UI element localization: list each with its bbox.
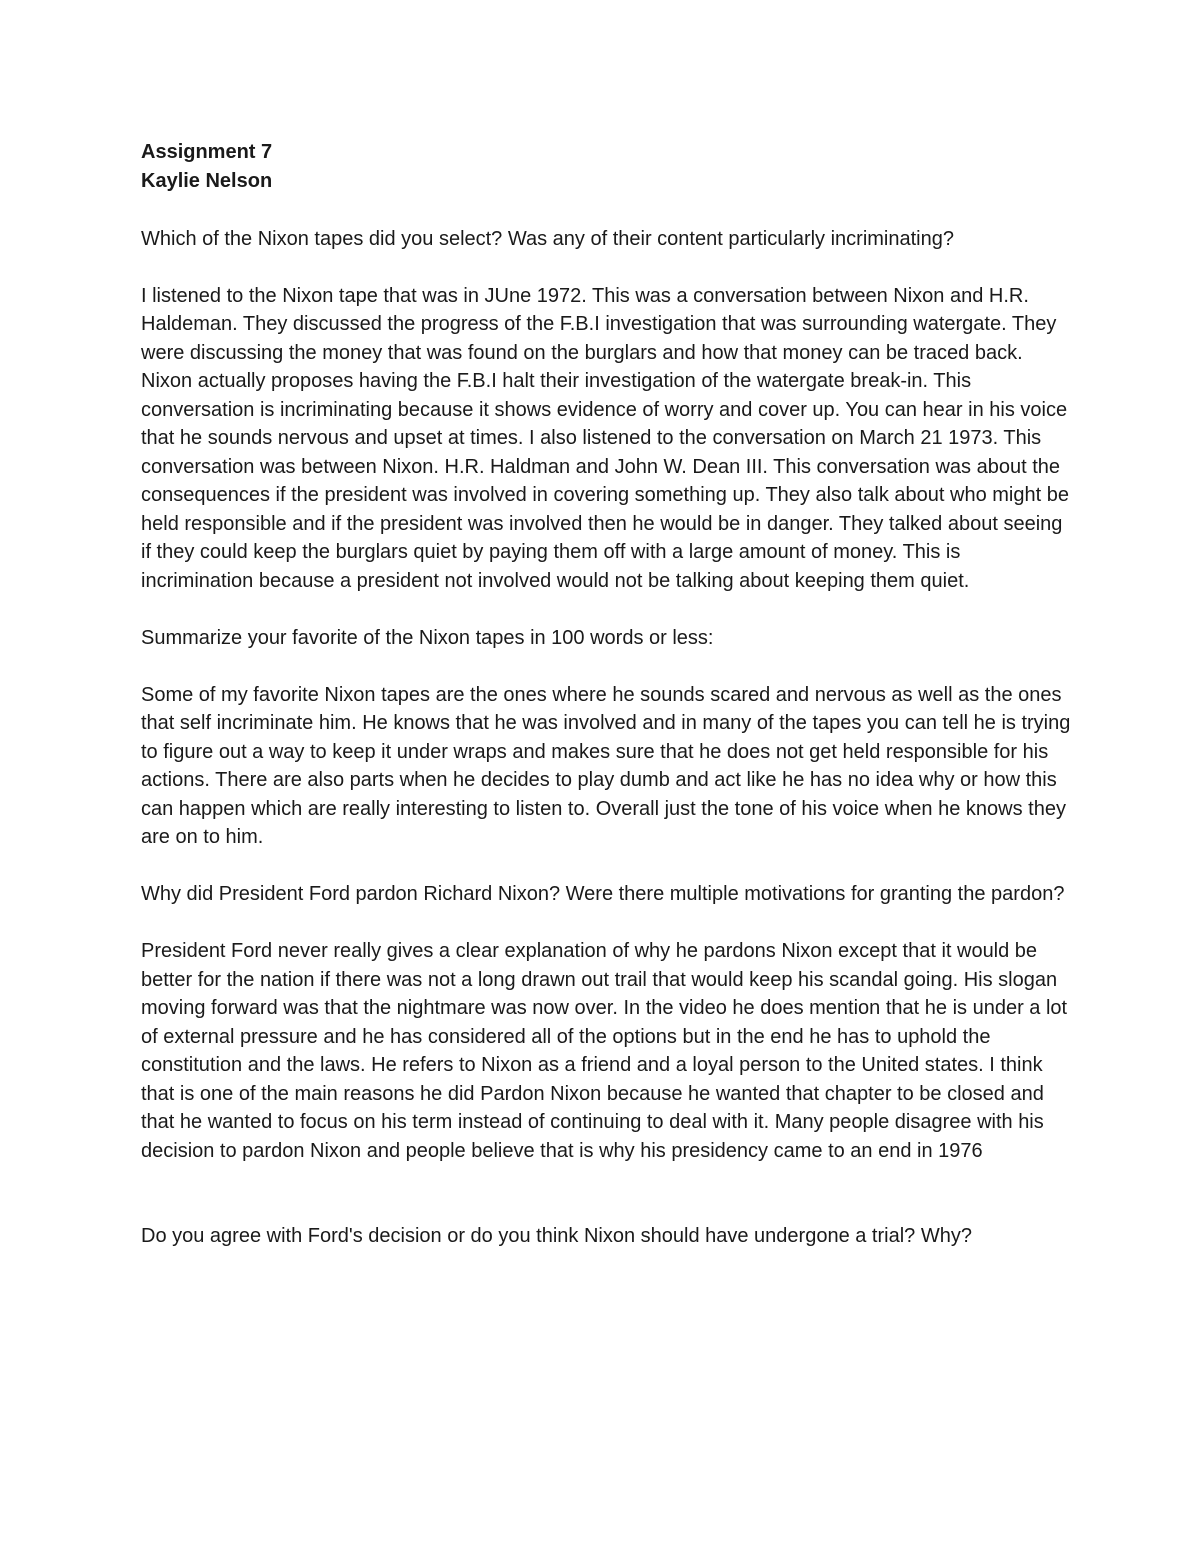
answer-3: President Ford never really gives a clear explanation of why he pardons Nixon except that it would be better for the nation if there was not a long drawn out trail that would keep his scandal going. His slogan moving forward was that the nightmare was now over. In the video he does mention that he is under a lot of external pressure and he has considered all of the options but in the end he has to uphold the constitution and the laws. He refers to Nixon as a friend and a loyal person to the United states. I think that is one of the main reasons he did Pardon Nixon because he wanted that chapter to be closed and that he wanted to focus on his term instead of continuing to deal with it. Many people disagree with his decision to pardon Nixon and people believe that is why his presidency came to an end in 1976 xyxy=(141,940,1068,1162)
question-2: Summarize your favorite of the Nixon tapes in 100 words or less: xyxy=(141,626,714,649)
spacer xyxy=(141,1165,1071,1222)
document-page xyxy=(141,138,1071,1251)
answer-1: I listened to the Nixon tape that was in JUne 1972. This was a conversation between Nixon and H.R. Haldeman. They discussed the progress of the F.B.I investigation that was surrounding watergate. They were discussing the money that was found on the burglars and how that money can be traced back. Nixon actually proposes having the F.B.I halt their investigation of the watergate break-in. This conversation is incriminating because it shows evidence of worry and cover up. You can hear in his voice that he sounds nervous and upset at times. I also listened to the conversation on March 21 1973. This conversation was between Nixon. H.R. Haldman and John W. Dean III. This conversation was about the consequences if the president was involved in covering something up. They also talk about who might be held responsible and if the president was involved then he would be in danger. They talked about seeing if they could keep the burglars quiet by paying them off with a large amount of money. This is incrimination because a president not involved would not be talking about keeping them quiet. xyxy=(141,284,1069,592)
question-3: Why did President Ford pardon Richard Nixon? Were there multiple motivations for granting the pardon? xyxy=(141,883,1065,905)
question-1: Which of the Nixon tapes did you select? Was any of their content particularly incriminating? xyxy=(141,227,954,250)
answer-2: Some of my favorite Nixon tapes are the ones where he sounds scared and nervous as well as the ones that self incriminate him. He knows that he was involved and in many of the tapes you can tell he is trying to figure out a way to keep it under wraps and makes sure that he does not get held responsible for his actions. There are also parts when he decides to play dumb and act like he has no idea why or how this can happen which are really interesting to listen to. Overall just the tone of his voice when he knows they are on to him. xyxy=(141,683,1071,848)
author-name: Kaylie Nelson xyxy=(141,170,273,192)
spacer xyxy=(141,253,1071,282)
spacer xyxy=(141,196,1071,225)
question-4: Do you agree with Ford's decision or do you think Nixon should have undergone a trial? Why? xyxy=(141,1225,972,1247)
spacer xyxy=(141,595,1071,624)
spacer xyxy=(141,909,1071,938)
spacer xyxy=(141,652,1071,681)
document-title: Assignment 7 xyxy=(141,141,273,163)
spacer xyxy=(141,852,1071,881)
